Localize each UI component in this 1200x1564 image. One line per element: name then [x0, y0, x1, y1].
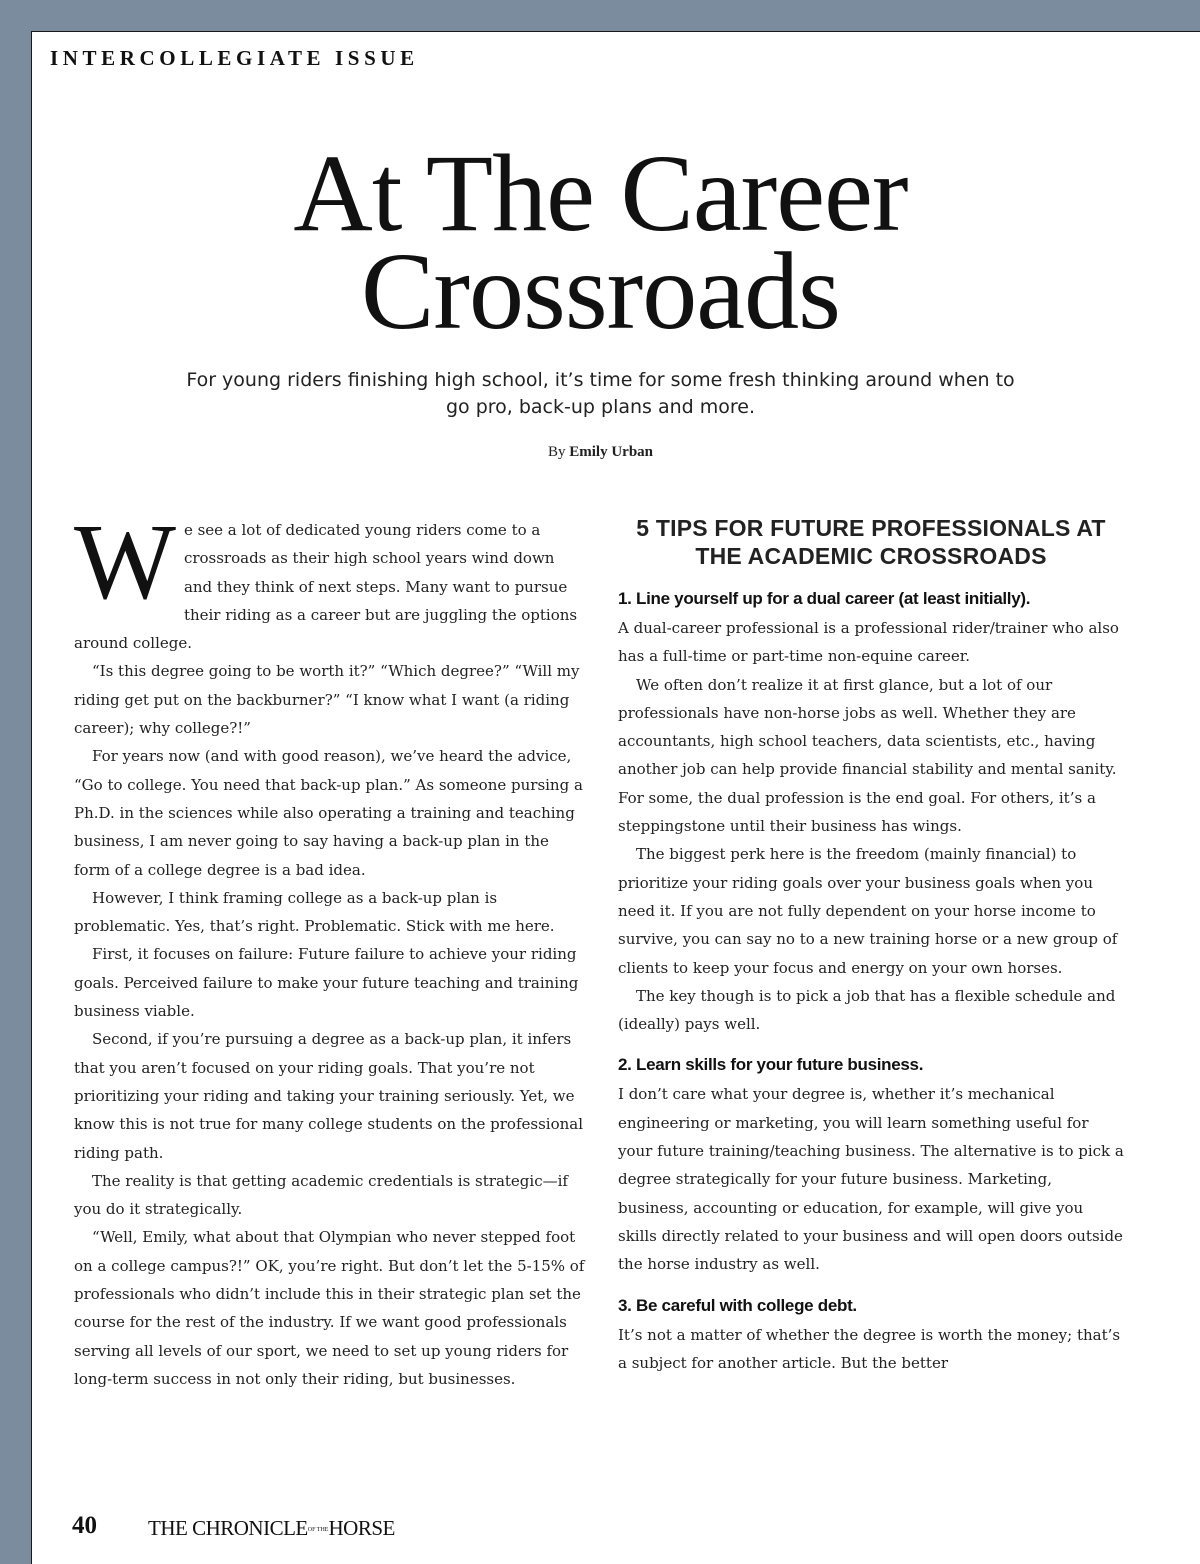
- tip-paragraph: I don’t care what your degree is, whether it’s mechanical engineering or marketing, you will learn something useful for your future training/teaching business. The alternative is to pick a degree strategically for your future business. Marketing, business, accounting or education, for example, will give you skills directly related to your business and will open doors outside the horse industry as well.: [618, 1085, 1124, 1274]
- body-paragraph: We see a lot of dedicated young riders come to a crossroads as their high school years wind down and they think of next steps. Many want to pursue their riding as a career but are juggling the options around college.: [74, 503, 578, 653]
- body-paragraph: However, I think framing college as a back-up plan is problematic. Yes, that’s right. Problematic. Stick with me here.: [74, 888, 555, 936]
- tip-3: [618, 1293, 1124, 1378]
- tip-2: [618, 1052, 1124, 1278]
- tip-paragraph: A dual-career professional is a professional rider/trainer who also has a full-time or part-time non-equine career.: [618, 619, 1119, 666]
- publication-logo: THE CHRONICLEOF THEHORSE: [148, 1516, 395, 1540]
- tip-heading: 3. Be careful with college debt.: [618, 1295, 857, 1315]
- body-paragraph: The reality is that getting academic credentials is strategic—if you do it strategically.: [74, 1171, 568, 1219]
- magazine-page: [31, 31, 1200, 1564]
- body-paragraph: First, it focuses on failure: Future failure to achieve your riding goals. Perceived failure to make your future teaching and training business viable.: [74, 945, 579, 1021]
- tips-sidebar: [618, 514, 1124, 1377]
- tip-heading: 2. Learn skills for your future business.: [618, 1055, 924, 1075]
- tip-paragraph: The key though is to pick a job that has a flexible schedule and (ideally) pays well.: [618, 986, 1116, 1034]
- tip-1: [618, 586, 1124, 1038]
- tip-heading: 1. Line yourself up for a dual career (at least initially).: [618, 589, 1031, 608]
- drop-cap: W: [74, 503, 176, 622]
- title-line-2: Crossroads: [361, 230, 840, 352]
- byline-prefix: By: [547, 444, 566, 460]
- body-paragraph: “Is this degree going to be worth it?” “Which degree?” “Will my riding get put on the backburner?” “I know what I want (a riding career); why college?!”: [74, 662, 580, 738]
- article-title: [32, 132, 1169, 352]
- sidebar-title: 5 TIPS FOR FUTURE PROFESSIONALS AT THE ACADEMIC CROSSROADS: [636, 515, 1106, 569]
- tip-paragraph: It’s not a matter of whether the degree is worth the money; that’s a subject for another article. But the better: [618, 1325, 1121, 1372]
- section-tag: INTERCOLLEGIATE ISSUE: [50, 46, 419, 70]
- body-paragraph: For years now (and with good reason), we’ve heard the advice, “Go to college. You need that back-up plan.” As someone pursing a Ph.D. in the sciences while also operating a training and teaching business, I am never going to say having a back-up plan in the form of a college degree is a bad idea.: [74, 747, 583, 879]
- article-body: [74, 503, 586, 1393]
- body-paragraph: Second, if you’re pursuing a degree as a back-up plan, it infers that you aren’t focused on your riding goals. That you’re not prioritizing your riding and taking your training seriously. Yet, we know this is not true for many college students on the professional riding path.: [74, 1030, 584, 1162]
- article-dek: For young riders finishing high school, it’s time for some fresh thinking around when to go pro, back-up plans and more.: [186, 369, 1015, 418]
- title-line-1: At The Career: [293, 132, 908, 254]
- page-number: 40: [72, 1512, 97, 1539]
- body-paragraph: “Well, Emily, what about that Olympian who never stepped foot on a college campus?!” OK, you’re right. But don’t let the 5-15% of professionals who didn’t include this in their strategic plan set the course for the rest of the industry. If we want good professionals serving all levels of our sport, we need to set up young riders for long-term success in not only their riding, but businesses.: [74, 1228, 585, 1388]
- author-name: Emily Urban: [569, 444, 654, 460]
- tip-paragraph: The biggest perk here is the freedom (mainly financial) to prioritize your riding goals over your business goals when you need it. If you are not fully dependent on your horse income to survive, you can say no to a new training horse or a new group of clients to keep your focus and energy on your own horses.: [618, 845, 1118, 977]
- tip-paragraph: We often don’t realize it at first glance, but a lot of our professionals have non-horse jobs as well. Whether they are accountants, high school teachers, data scientists, etc., having another job can help provide financial stability and mental sanity. For some, the dual profession is the end goal. For others, it’s a steppingstone until their business has wings.: [618, 675, 1117, 836]
- byline: [32, 444, 1169, 461]
